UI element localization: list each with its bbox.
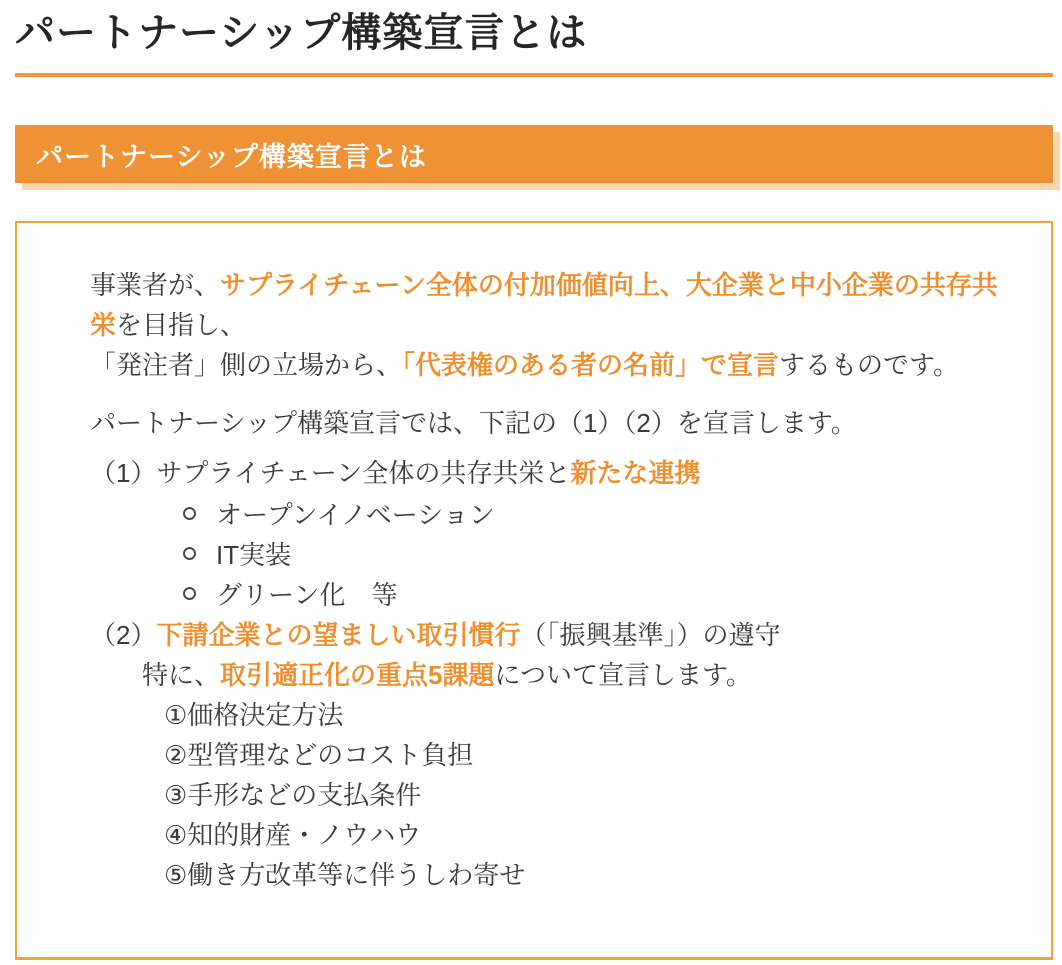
intro-text-2: を目指し、 <box>116 310 247 340</box>
title-underline <box>15 73 1053 77</box>
page-title: パートナーシップ構築宣言とは <box>15 11 588 55</box>
list-item-label: グリーン化 等 <box>216 579 398 610</box>
content-wrap <box>15 0 1053 960</box>
section-banner-label: パートナーシップ構築宣言とは <box>36 141 427 172</box>
item-1-text: サプライチェーン全体の共存共栄と <box>156 458 571 488</box>
list-item-label: オープンイノベーション <box>216 499 495 530</box>
item-1-heading <box>90 453 1011 493</box>
numbered-point: ④知的財産・ノウハウ <box>164 820 422 850</box>
numbered-point: ③手形などの支払条件 <box>164 780 422 810</box>
section-banner <box>15 125 1053 183</box>
circle-bullet-icon <box>183 587 196 600</box>
intro-emphasis-1: サプライチェーン全体の付加価値向上、大企業と中小企業の共存共栄 <box>90 270 998 340</box>
intro-text-4: するものです。 <box>779 350 959 380</box>
item-2-sub-text-2: について宣言します。 <box>494 660 752 690</box>
numbered-point: ⑤働き方改革等に伴うしわ寄せ <box>164 860 526 890</box>
numbered-point: ②型管理などのコスト負担 <box>164 740 474 770</box>
item-2-point-list <box>90 695 1011 895</box>
declaration-item-1 <box>90 453 1011 613</box>
intro-text-3: 「発注者」側の立場から、 <box>90 350 403 380</box>
list-item-label: IT実装 <box>216 539 292 570</box>
item-2-text: （「振興基準」）の遵守 <box>520 620 781 650</box>
item-1-emphasis: 新たな連携 <box>570 458 701 488</box>
item-2-label: （2） <box>90 620 157 650</box>
item-1-bullet-list <box>90 493 1011 613</box>
lead-paragraph: パートナーシップ構築宣言では、下記の（1）（2）を宣言します。 <box>90 408 857 438</box>
list-item <box>90 493 1011 533</box>
item-2-sub-text-1: 特に、 <box>142 660 221 690</box>
item-2-emphasis-2: 取引適正化の重点5課題 <box>220 660 495 690</box>
intro-emphasis-2: 「代表権のある者の名前」で宣言 <box>402 350 780 380</box>
item-2-subline <box>90 655 1011 695</box>
item-2-emphasis-1: 下請企業との望ましい取引慣行 <box>156 620 521 650</box>
numbered-point: ①価格決定方法 <box>164 700 344 730</box>
declaration-item-2 <box>90 615 1011 895</box>
circle-bullet-icon <box>183 547 196 560</box>
list-item <box>90 573 1011 613</box>
intro-text-1: 事業者が、 <box>90 270 221 300</box>
intro-paragraph <box>90 265 1010 385</box>
content-box <box>15 221 1053 960</box>
list-item <box>90 533 1011 573</box>
item-1-label: （1） <box>90 458 157 488</box>
item-2-heading <box>90 615 1011 655</box>
circle-bullet-icon <box>183 507 196 520</box>
